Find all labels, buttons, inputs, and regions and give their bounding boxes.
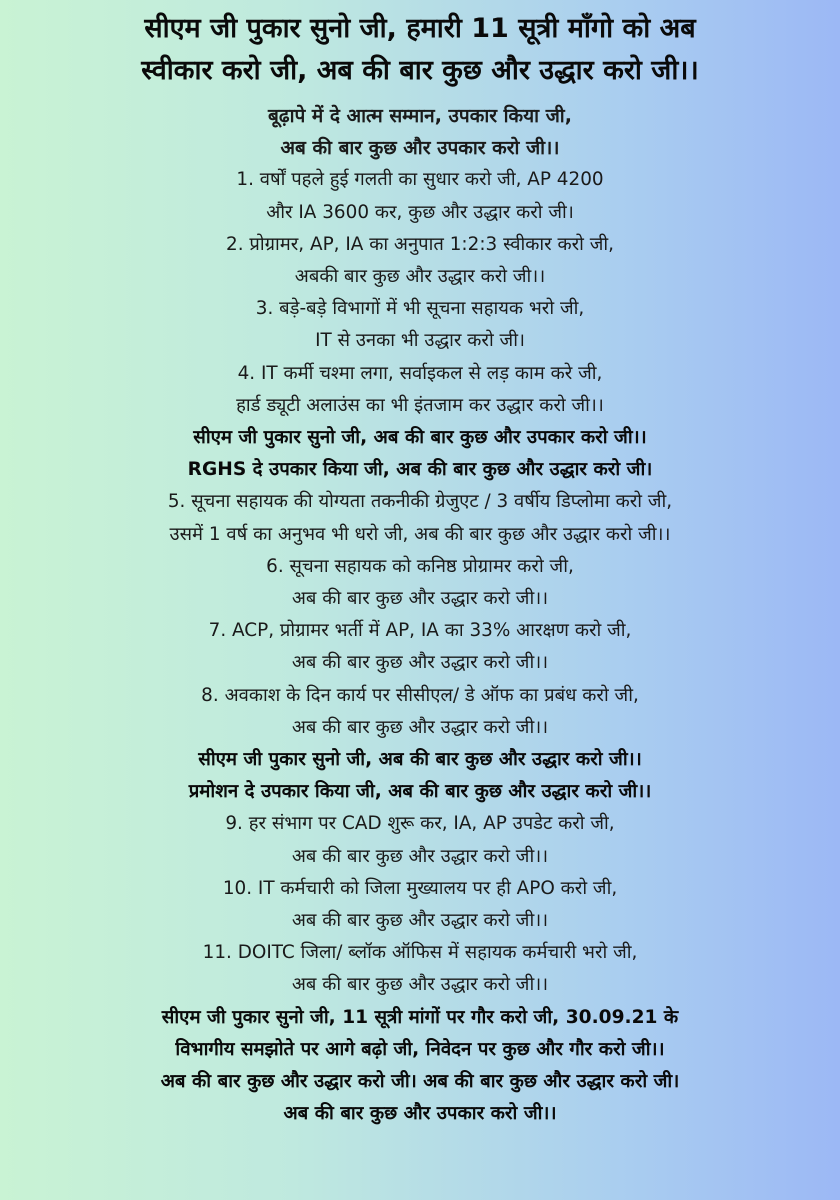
demand-line: 6. सूचना सहायक को कनिष्ठ प्रोग्रामर करो जी,	[266, 555, 574, 577]
demand-line: अब की बार कुछ और उद्धार करो जी।।	[291, 845, 549, 867]
demand-line: अब की बार कुछ और उद्धार करो जी।।	[291, 910, 549, 932]
demand-line: 3. बड़े-बड़े विभागों में भी सूचना सहायक भरो जी,	[255, 298, 585, 320]
demand-line: 11. DOITC जिला/ ब्लॉक ऑफिस में सहायक कर्मचारी भरो जी,	[202, 942, 638, 964]
demand-line: अबकी बार कुछ और उद्धार करो जी।।	[294, 266, 546, 288]
slogan-line: RGHS दे उपकार किया जी, अब की बार कुछ और उद्धार करो जी।	[187, 459, 653, 481]
demand-line: 9. हर संभाग पर CAD शुरू कर, IA, AP उपडेट करो जी,	[225, 813, 615, 835]
demand-line: अब की बार कुछ और उद्धार करो जी।।	[291, 716, 549, 738]
demand-line: 1. वर्षों पहले हुई गलती का सुधार करो जी, AP 4200	[236, 169, 604, 191]
slogan-line: अब की बार कुछ और उद्धार करो जी। अब की बार कुछ और उद्धार करो जी।	[160, 1071, 680, 1093]
demand-line: अब की बार कुछ और उद्धार करो जी।।	[291, 588, 549, 610]
slogan-line: अब की बार कुछ और उपकार करो जी।।	[283, 1103, 557, 1125]
demand-line: 4. IT कर्मी चश्मा लगा, सर्वाइकल से लड़ काम करे जी,	[237, 362, 603, 384]
demand-line: अब की बार कुछ और उद्धार करो जी।।	[291, 974, 549, 996]
demand-line: हार्ड ड्यूटी अलाउंस का भी इंतजाम कर उद्धार करो जी।।	[236, 394, 604, 416]
slogan-line: विभागीय समझोते पर आगे बढ़ो जी, निवेदन पर कुछ और गौर करो जी।।	[175, 1038, 665, 1060]
slogan-line: प्रमोशन दे उपकार किया जी, अब की बार कुछ और उद्धार करो जी।।	[188, 781, 652, 803]
demand-line: 7. ACP, प्रोग्रामर भर्ती में AP, IA का 33% आरक्षण करो जी,	[208, 620, 632, 642]
poster-body	[0, 100, 840, 1131]
slogan-line: बूढ़ापे में दे आत्म सम्मान, उपकार किया जी,	[268, 105, 572, 127]
demand-line: अब की बार कुछ और उद्धार करो जी।।	[291, 652, 549, 674]
slogan-line: सीएम जी पुकार सुनो जी, 11 सूत्री मांगों पर गौर करो जी, 30.09.21 के	[161, 1006, 679, 1028]
demand-line: 8. अवकाश के दिन कार्य पर सीसीएल/ डे ऑफ का प्रबंध करो जी,	[201, 684, 639, 706]
demand-line: और IA 3600 कर, कुछ और उद्धार करो जी।	[266, 201, 574, 223]
slogan-line: सीएम जी पुकार सुनो जी, अब की बार कुछ और उपकार करो जी।।	[193, 427, 647, 449]
poster-title	[0, 8, 840, 92]
demand-line: 2. प्रोग्रामर, AP, IA का अनुपात 1:2:3 स्वीकार करो जी,	[226, 233, 614, 255]
slogan-line: सीएम जी पुकार सुनो जी, अब की बार कुछ और उद्धार करो जी।।	[198, 749, 642, 771]
demand-line: 5. सूचना सहायक की योग्यता तकनीकी ग्रेजुएट / 3 वर्षीय डिप्लोमा करो जी,	[167, 491, 673, 513]
demand-line: IT से उनका भी उद्धार करो जी।	[315, 330, 525, 352]
demand-line: उसमें 1 वर्ष का अनुभव भी धरो जी, अब की बार कुछ और उद्धार करो जी।।	[169, 523, 671, 545]
slogan-line: अब की बार कुछ और उपकार करो जी।।	[280, 137, 560, 160]
title-line-1: सीएम जी पुकार सुनो जी, हमारी 11 सूत्री माँगो को अब	[144, 13, 696, 44]
title-line-2: स्वीकार करो जी, अब की बार कुछ और उद्धार करो जी।।	[141, 55, 699, 86]
demand-line: 10. IT कर्मचारी को जिला मुख्यालय पर ही APO करो जी,	[222, 877, 618, 899]
